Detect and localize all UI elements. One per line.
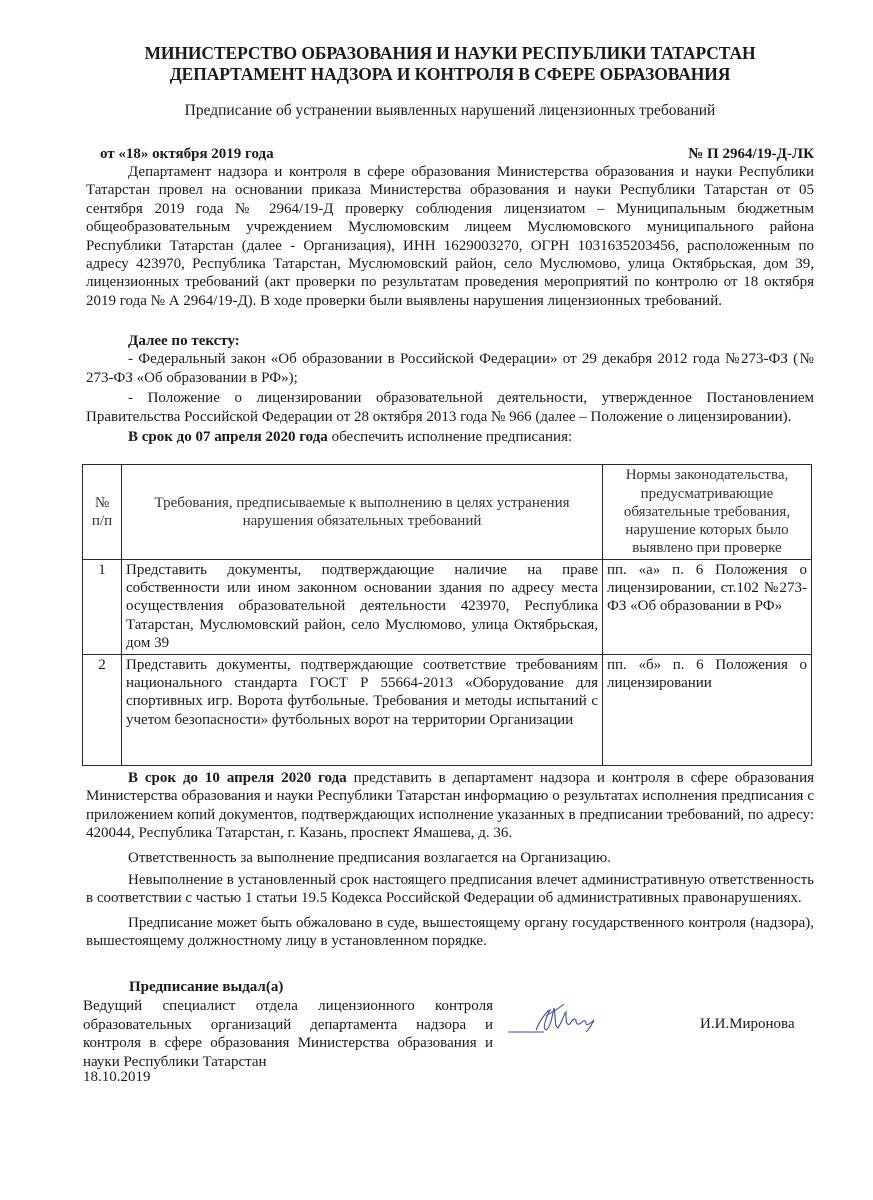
intro-section bbox=[86, 163, 814, 310]
header-norms: Нормы законодательства, предусматривающие обязательные требования, нарушение которых было выявлено при проверке bbox=[603, 465, 812, 560]
further-section bbox=[86, 332, 814, 446]
non-compliance-paragraph: Невыполнение в установленный срок настоящего предписания влечет административную ответственность в соответствии с частью 1 статьи 19.5 Кодекса Российской Федерации об административных правонарушениях. bbox=[86, 872, 814, 907]
appeal-paragraph: Предписание может быть обжаловано в суде, вышестоящему органу государственного контроля (надзора), вышестоящему должностному лицу в установленном порядке. bbox=[86, 914, 814, 950]
responsibility-paragraph: Ответственность за выполнение предписания возлагается на Организацию. bbox=[128, 849, 611, 866]
deadline2-paragraph bbox=[86, 769, 814, 843]
requirements-table bbox=[82, 464, 812, 766]
document-date: от «18» октября 2019 года bbox=[100, 146, 274, 162]
table-header-row bbox=[83, 465, 812, 560]
closing-section bbox=[86, 769, 814, 951]
issuer-position: Ведущий специалист отдела лицензионного контроля образовательных организаций департамента надзора и контроля в сфере образования Министерства образования и науки Республики Татарстан bbox=[83, 998, 493, 1070]
deadline1-text: обеспечить исполнение предписания: bbox=[327, 429, 573, 446]
deadline1-paragraph bbox=[86, 428, 814, 446]
issue-date: 18.10.2019 bbox=[83, 1069, 151, 1085]
dateline bbox=[100, 146, 814, 163]
document-number: № П 2964/19-Д-ЛК bbox=[688, 146, 814, 162]
header-requirement: Требования, предписываемые к выполнению в целях устранения нарушения обязательных требований bbox=[122, 465, 603, 560]
issuer-heading: Предписание выдал(а) bbox=[129, 979, 284, 995]
signature-icon bbox=[506, 998, 611, 1038]
table-row bbox=[83, 655, 812, 766]
ministry-header: МИНИСТЕРСТВО ОБРАЗОВАНИЯ И НАУКИ РЕСПУБЛИКИ ТАТАРСТАН bbox=[144, 43, 756, 63]
deadline2-date: В срок до 10 апреля 2020 года bbox=[128, 770, 347, 786]
deadline1-date: В срок до 07 апреля 2020 года bbox=[128, 429, 328, 446]
row-norms: пп. «б» п. 6 Положения о лицензировании bbox=[603, 655, 812, 766]
row-requirement: Представить документы, подтверждающие соответствие требованиям национального стандарта ГОСТ Р 55664-2013 «Оборудование для спортивных игр. Ворота футбольные. Требования и методы испытаний с учетом безопасности» футбольных ворот на территории Организации bbox=[122, 655, 603, 766]
department-header: ДЕПАРТАМЕНТ НАДЗОРА И КОНТРОЛЯ В СФЕРЕ ОБРАЗОВАНИЯ bbox=[169, 64, 731, 84]
document-title: Предписание об устранении выявленных нарушений лицензионных требований bbox=[184, 102, 716, 119]
row-requirement: Представить документы, подтверждающие наличие на праве собственности или ином законном основании здания по адресу места осуществления образовательной деятельности 423970, Республика Татарстан, Муслюмовский район, село Муслюмово, улица Октябрьская, дом 39 bbox=[122, 560, 603, 655]
row-norms: пп. «а» п. 6 Положения о лицензировании, ст.102 №273-ФЗ «Об образовании в РФ» bbox=[603, 560, 812, 655]
header-num: № п/п bbox=[83, 465, 122, 560]
table-row bbox=[83, 560, 812, 655]
intro-paragraph: Департамент надзора и контроля в сфере образования Министерства образования и науки Республики Татарстан провел на основании приказа Министерства образования и науки Республики Татарстан от 05 сентября 2019 года № 2964/19-Д проверку соблюдения лицензиатом – Муниципальным бюджетным общеобразовательным учреждением Муслюмовским лицеем Муслюмовского муниципального района Республики Татарстан (далее - Организация), ИНН 1629003270, ОГРН 1031635203456, расположенным по адресу 423970, Республика Татарстан, Муслюмовский район, село Муслюмово, улица Октябрьская, дом 39, лицензионных требований (акт проверки по результатам проведения мероприятий по контролю от 18 октября 2019 года № А 2964/19-Д). В ходе проверки были выявлены нарушения лицензионных требований. bbox=[86, 164, 814, 309]
row-num: 1 bbox=[83, 560, 122, 655]
further-item-regulation: - Положение о лицензировании образовательной деятельности, утвержденное Постановлением Правительства Российской Федерации от 28 октября 2013 года № 966 (далее – Положение о лицензировании). bbox=[86, 390, 814, 425]
deadline2-text: представить в департамент надзора и контроля в сфере образования Министерства образования и науки Республики Татарстан информацию о результатах исполнения предписания с приложением копий документов, подтверждающих исполнение указанных в предписании требований, по адресу: 420044, Республика Татарстан, г. Казань, проспект Ямашева, д. 36. bbox=[86, 770, 814, 842]
further-heading: Далее по тексту: bbox=[128, 333, 240, 349]
further-item-law: - Федеральный закон «Об образовании в Российской Федерации» от 29 декабря 2012 года №273-ФЗ (№ 273-ФЗ «Об образовании в РФ»); bbox=[86, 351, 814, 386]
issuer-name: И.И.Миронова bbox=[700, 1016, 795, 1032]
row-num: 2 bbox=[83, 655, 122, 766]
